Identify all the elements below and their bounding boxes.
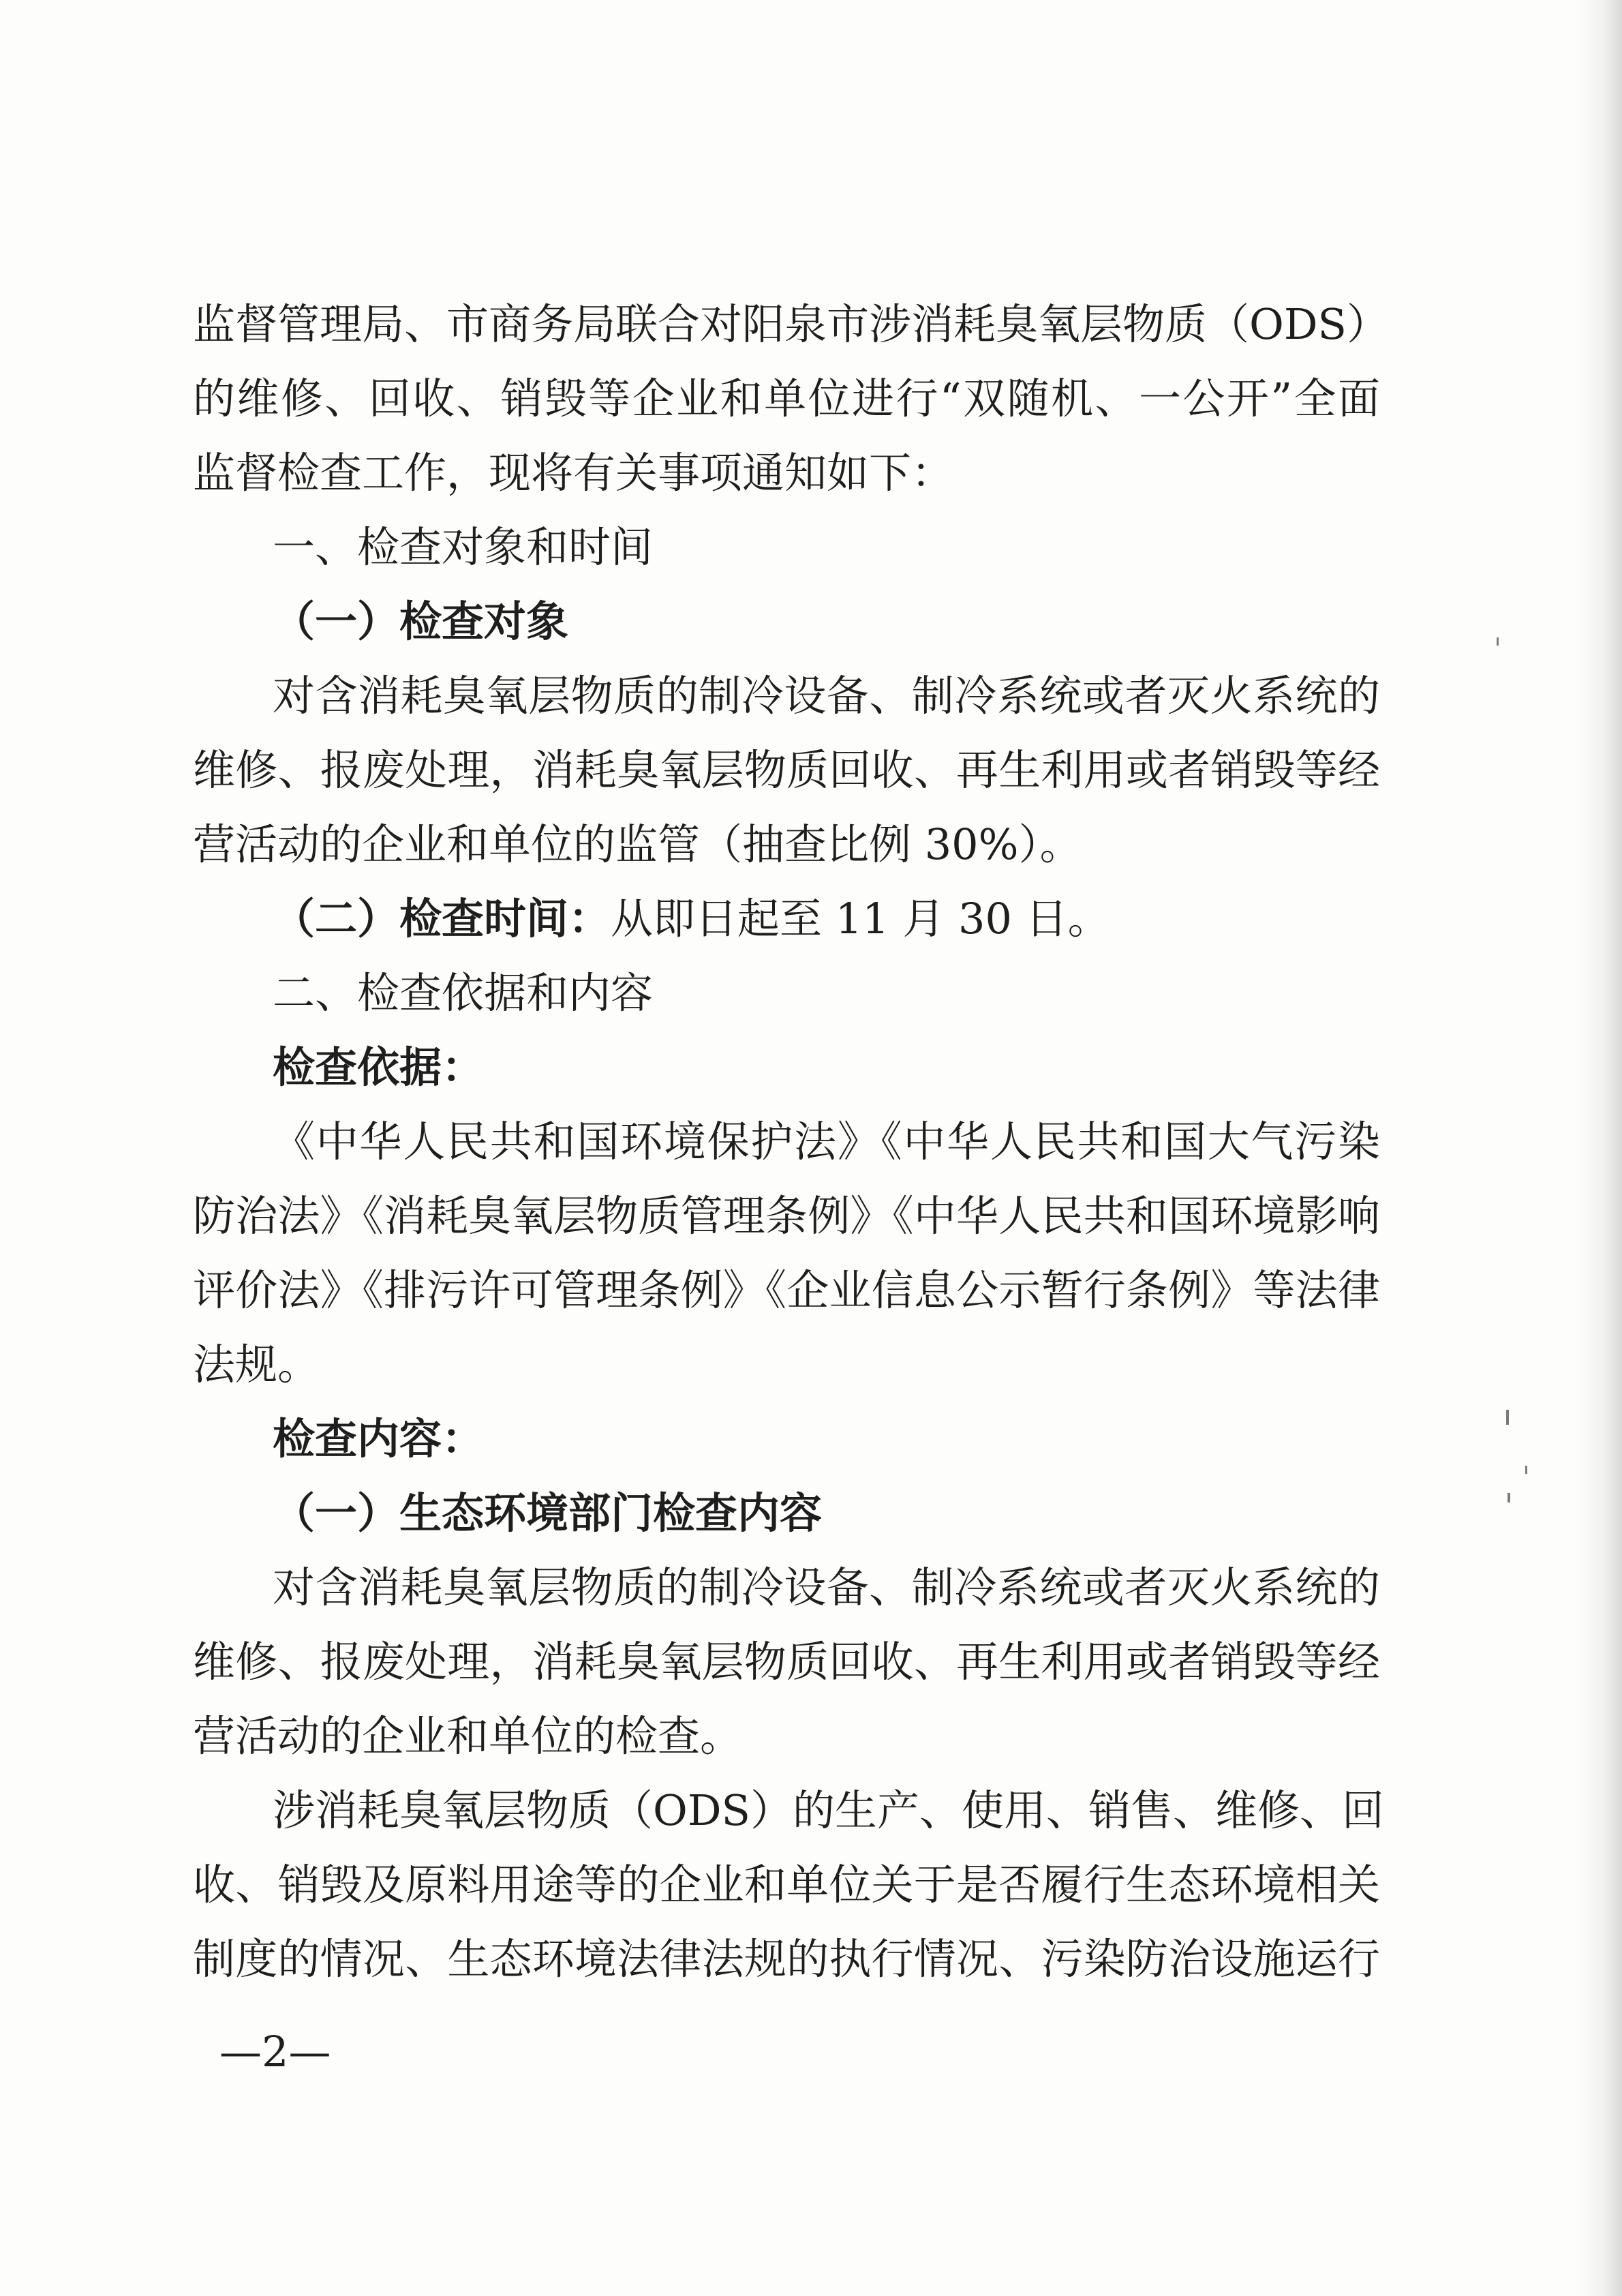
text-line: 营活动的企业和单位的监管（抽查比例 30%）。 bbox=[193, 819, 1082, 869]
scan-edge-shadow bbox=[1580, 0, 1622, 2296]
text-line: 对含消耗臭氧层物质的制冷设备、制冷系统或者灭火系统的 bbox=[273, 671, 1380, 721]
section-heading: 二、检查依据和内容 bbox=[273, 968, 654, 1018]
page-number: —2— bbox=[219, 2027, 331, 2076]
section-heading: 一、检查对象和时间 bbox=[273, 522, 654, 572]
scan-speck bbox=[1506, 1410, 1509, 1425]
text-line: 制度的情况、生态环境法律法规的执行情况、污染防治设施运行 bbox=[193, 1934, 1380, 1984]
text-line: 监督检查工作，现将有关事项通知如下： bbox=[193, 448, 954, 498]
text-line: 评价法》《排污许可管理条例》《企业信息公示暂行条例》等法律 bbox=[193, 1265, 1380, 1315]
subsection-heading: （一）检查对象 bbox=[273, 596, 569, 646]
subsection-heading: 检查内容： bbox=[273, 1414, 485, 1464]
text-line: 涉消耗臭氧层物质（ODS）的生产、使用、销售、维修、回 bbox=[273, 1785, 1385, 1835]
subsection-heading: 检查依据： bbox=[273, 1042, 485, 1092]
text-line: 法规。 bbox=[193, 1340, 320, 1389]
text-line: 营活动的企业和单位的检查。 bbox=[193, 1711, 743, 1761]
text-line: 从即日起至 11 月 30 日。 bbox=[611, 894, 1110, 943]
scan-speck bbox=[1525, 1466, 1527, 1474]
text-line: 维修、报废处理，消耗臭氧层物质回收、再生利用或者销毁等经 bbox=[193, 745, 1380, 795]
subsection-heading: （二）检查时间： bbox=[273, 894, 611, 943]
text-line: 监督管理局、市商务局联合对阳泉市涉消耗臭氧层物质（ODS） bbox=[193, 299, 1390, 349]
text-line: 的维修、回收、销毁等企业和单位进行“双随机、一公开”全面 bbox=[193, 374, 1380, 423]
text-line: 《中华人民共和国环境保护法》《中华人民共和国大气污染 bbox=[273, 1117, 1380, 1166]
text-line: 防治法》《消耗臭氧层物质管理条例》《中华人民共和国环境影响 bbox=[193, 1191, 1380, 1241]
inspection-time-line bbox=[273, 892, 1110, 946]
scan-speck bbox=[1508, 1493, 1510, 1502]
text-line: 对含消耗臭氧层物质的制冷设备、制冷系统或者灭火系统的 bbox=[273, 1562, 1380, 1612]
subsection-heading: （一）生态环境部门检查内容 bbox=[273, 1488, 823, 1538]
text-line: 维修、报废处理，消耗臭氧层物质回收、再生利用或者销毁等经 bbox=[193, 1637, 1380, 1687]
scan-speck bbox=[1497, 637, 1499, 646]
text-line: 收、销毁及原料用途等的企业和单位关于是否履行生态环境相关 bbox=[193, 1860, 1380, 1909]
